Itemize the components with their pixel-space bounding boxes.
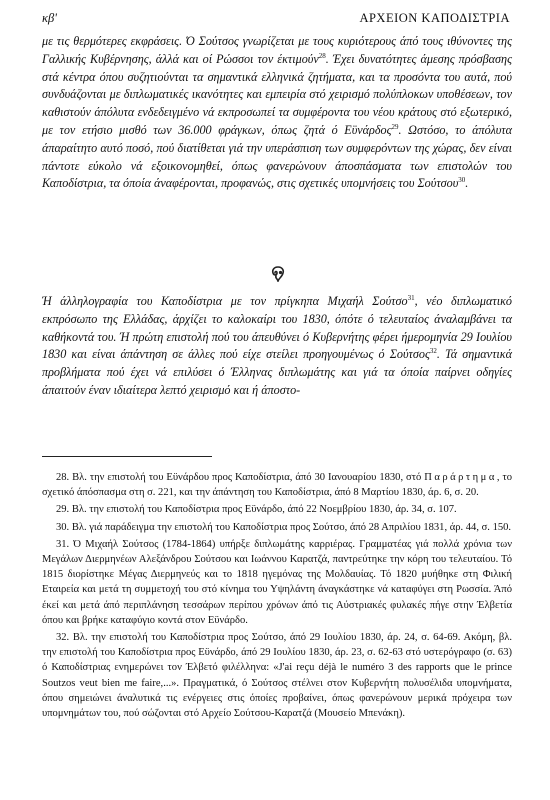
footnote-32: 32. Βλ. την επιστολή του Καποδίστρια προς Σούτσο, άπό 29 Ιουλίου 1830, άρ. 24, σ. 64-69. Ακόμη, βλ. την επιστολή του Καποδίστρια προς Εϋνάρδο, άπό 29 Ιουλίου 1830, άρ. 23, σ. 62-63 στό υστερόγραφο (σ. 63) ό Καποδίστριας ενημερώνει τον Έλβετό φιλέλληνα: «J'ai reçu déjà le numéro 3 des rapports que le prince Soutzos veut bien me faire,...». Πραγματικά, ό Σούτσος στέλνει στον Κυβερνήτη πολυσέλιδα υπομνήματα, όπου σημειώνει άναλυτικά τις ενέργειες στις όποίες προβαίνει, όπως φανερώνουν μερικά πρόχειρα των υπομνημάτων του, πού σώζονται στό Αρχείο Σούτσου-Καρατζά (Μουσείο Μπενάκη).	[42, 632, 512, 720]
page-number: κβ'	[42, 11, 57, 25]
paragraph-text: . Ωστόσο, το άπόλυτα άπαραίτητο αυτό ποσό, πού διατίθεται γιά την υπεράσπιση των συμφερόντων της χώρας, δεν είναι πάντοτε εύκολο νά εξοικονομηθεί, όπως φανερώνουν άποσπάσματα των επιστολών του Καποδίστρια, τα όποία άναφέρονται, προφανώς, στις σχετικές υπομνήσεις του Σούτσου	[42, 122, 512, 191]
footnote-divider	[42, 456, 212, 457]
footnote-ref-28[interactable]: 28	[318, 51, 326, 60]
footnote-text: 28. Βλ. την επιστολή του Εϋνάρδου προς Καποδίστρια, άπό 30 Ιανουαρίου 1830, στό	[56, 472, 425, 483]
paragraph-text: Ή άλληλογραφία του Καποδίστρια με τον πρίγκηπα Μιχαήλ Σούτσο	[42, 294, 408, 308]
footnote-appendix-ref: Παράρτημα	[424, 472, 497, 483]
footnote-31: 31. Ό Μιχαήλ Σούτσος (1784-1864) υπήρξε διπλωμάτης καρριέρας. Γραμματέας γιά πολλά χρόνια των Μεγάλων Διερμηνέων Αλεξάνδρου Σούτσου και Ιωάννου Καρατζά, παντρεύτηκε την κόρη του τελευταίου. Τό 1815 διορίστηκε Μέγας Διερμηνεύς και το 1818 ηγεμόνας της Μολδαυίας. Τό 1820 μυήθηκε στη Φιλική Εταιρεία και μετά τη συμμετοχή του στό κίνημα του Υψηλάντη άναγκάστηκε νά καταφύγει στη Ρωσσία. Άπό έκεί και μετά άπό περιπλάνηση τεσσάρων περίπου χρόνων άπό τις Αύστριακές φυλακές πήγε στην Έλβετία όπου και βρήκε καταφύγιο κοντά στον Εϋνάρδο.	[42, 538, 512, 626]
paragraph-text: . Έχει δυνατότητες άμεσης πρόσβασης στά κέντρα όπου συζητιούνται τα σημαντικά ελληνικά ζητήματα, και τα προσόντα του αυτά, πού συνδυάζονται με διπλωματικές ικανότητες και εμπειρία στό χειρισμό πολύπλοκων υποθέσεων, τον καθιστούν άπόλυτα ενδεδειγμένο νά εκπροσωπεί τα συμφέροντα του νέου κράτους στό εξωτερικό, με τον ετήσιο μισθό των 36.000 φράγκων, όπως ζητά ό Εϋνάρδος	[42, 51, 512, 137]
footnote-30: 30. Βλ. γιά παράδειγμα την επιστολή του Καποδίστρια προς Σούτσο, άπό 28 Απριλίου 1831, άρ. 44, σ. 150.	[56, 521, 512, 533]
footnotes	[42, 470, 512, 723]
running-head	[42, 11, 510, 27]
paragraph-text: με τις θερμότερες εκφράσεις. Ό Σούτσος γνωρίζεται με τους κυριότερους άπό τους ιθύνοντες της Γαλλικής Κυβέρνησης, άλλά και οί Ρώσσοι τον έκτιμούν	[42, 34, 512, 66]
footnote-28	[42, 470, 512, 500]
footnote-ref-31[interactable]: 31	[407, 293, 415, 302]
paragraph-text: . Τά σημαντικά προβλήματα πού έχει νά επιλύσει ό Έλληνας διπλωμάτης και γιά τα όποία παίρνει οδηγίες άπαιτούν έναν ιδιαίτερα λεπτό χειρισμό και ή άποστο-	[42, 347, 512, 397]
paragraph-text: .	[465, 176, 469, 191]
paragraph-text: , νέο διπλωματικό εκπρόσωπο της Ελλάδας, άρχίζει το καλοκαίρι του 1830, όπότε ό τελευταίος άναλαμβάνει τα καθήκοντά του. Ή πρώτη επιστολή πού του άπευθύνει ό Κυβερνήτης φέρει ήμερομηνία 29 Ιουλίου 1830 και είναι άπάντηση σε άλλες πού είχε στείλει προηγουμένως ό Σούτσος	[42, 294, 512, 362]
footnote-ref-29[interactable]: 29	[391, 122, 399, 131]
footnote-29: 29. Βλ. την επιστολή του Καποδίστρια προς Εϋνάρδο, άπό 22 Νοεμβρίου 1830, άρ. 34, σ. 107.	[56, 504, 457, 516]
body-paragraph-1	[42, 33, 512, 193]
fleuron-ornament	[271, 266, 285, 282]
footnote-ref-30[interactable]: 30	[458, 176, 466, 185]
footnote-ref-32[interactable]: 32	[429, 347, 437, 356]
body-paragraph-2	[42, 293, 512, 400]
running-title: ΑΡΧΕΙΟΝ ΚΑΠΟΔΙΣΤΡΙΑ	[359, 11, 510, 25]
footnote-text: , το σχετικό άπόσπασμα στη σ. 221, και την άπάντηση του Καποδίστρια, άπό 8 Μαρτίου 1830, άρ. 6, σ. 20.	[42, 472, 512, 499]
